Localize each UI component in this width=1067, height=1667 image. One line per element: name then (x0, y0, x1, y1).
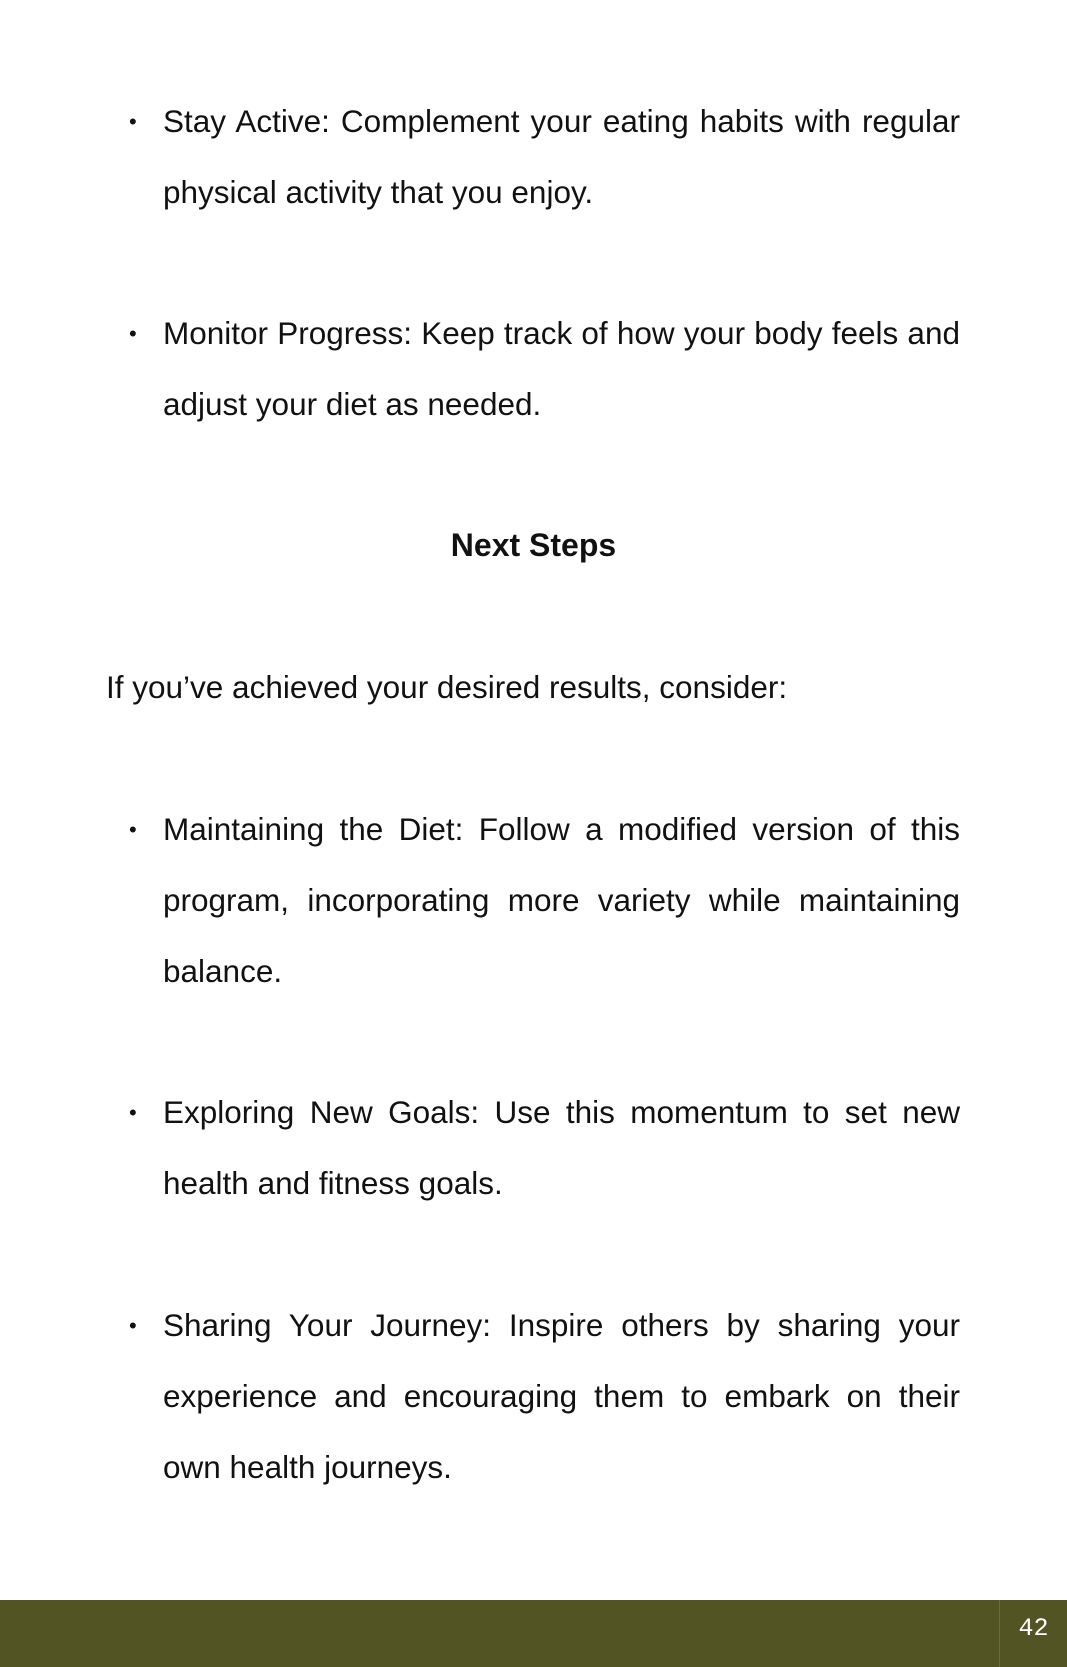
list-item-text: Monitor Progress: Keep track of how your body feels and adjust your diet as needed. (163, 315, 960, 422)
footer-bar (0, 1600, 1067, 1667)
list-item-text: Stay Active: Complement your eating habits with regular physical activity that you enjoy. (163, 103, 960, 210)
list-item-text: Maintaining the Diet: Follow a modified version of this program, incorporating more variety while maintaining balance. (163, 811, 960, 989)
bullet-icon: • (129, 109, 137, 134)
bullet-icon: • (129, 817, 137, 842)
bullet-icon: • (129, 1100, 137, 1125)
intro-paragraph: If you’ve achieved your desired results, consider: (106, 669, 788, 705)
bullet-icon: • (129, 321, 137, 346)
bullet-icon: • (129, 1313, 137, 1338)
page-number: 42 (999, 1600, 1067, 1667)
list-item-text: Sharing Your Journey: Inspire others by sharing your experience and encouraging them to embark on their own health journeys. (163, 1307, 960, 1485)
list-item-text: Exploring New Goals: Use this momentum to set new health and fitness goals. (163, 1094, 960, 1201)
section-heading: Next Steps (450, 527, 617, 563)
